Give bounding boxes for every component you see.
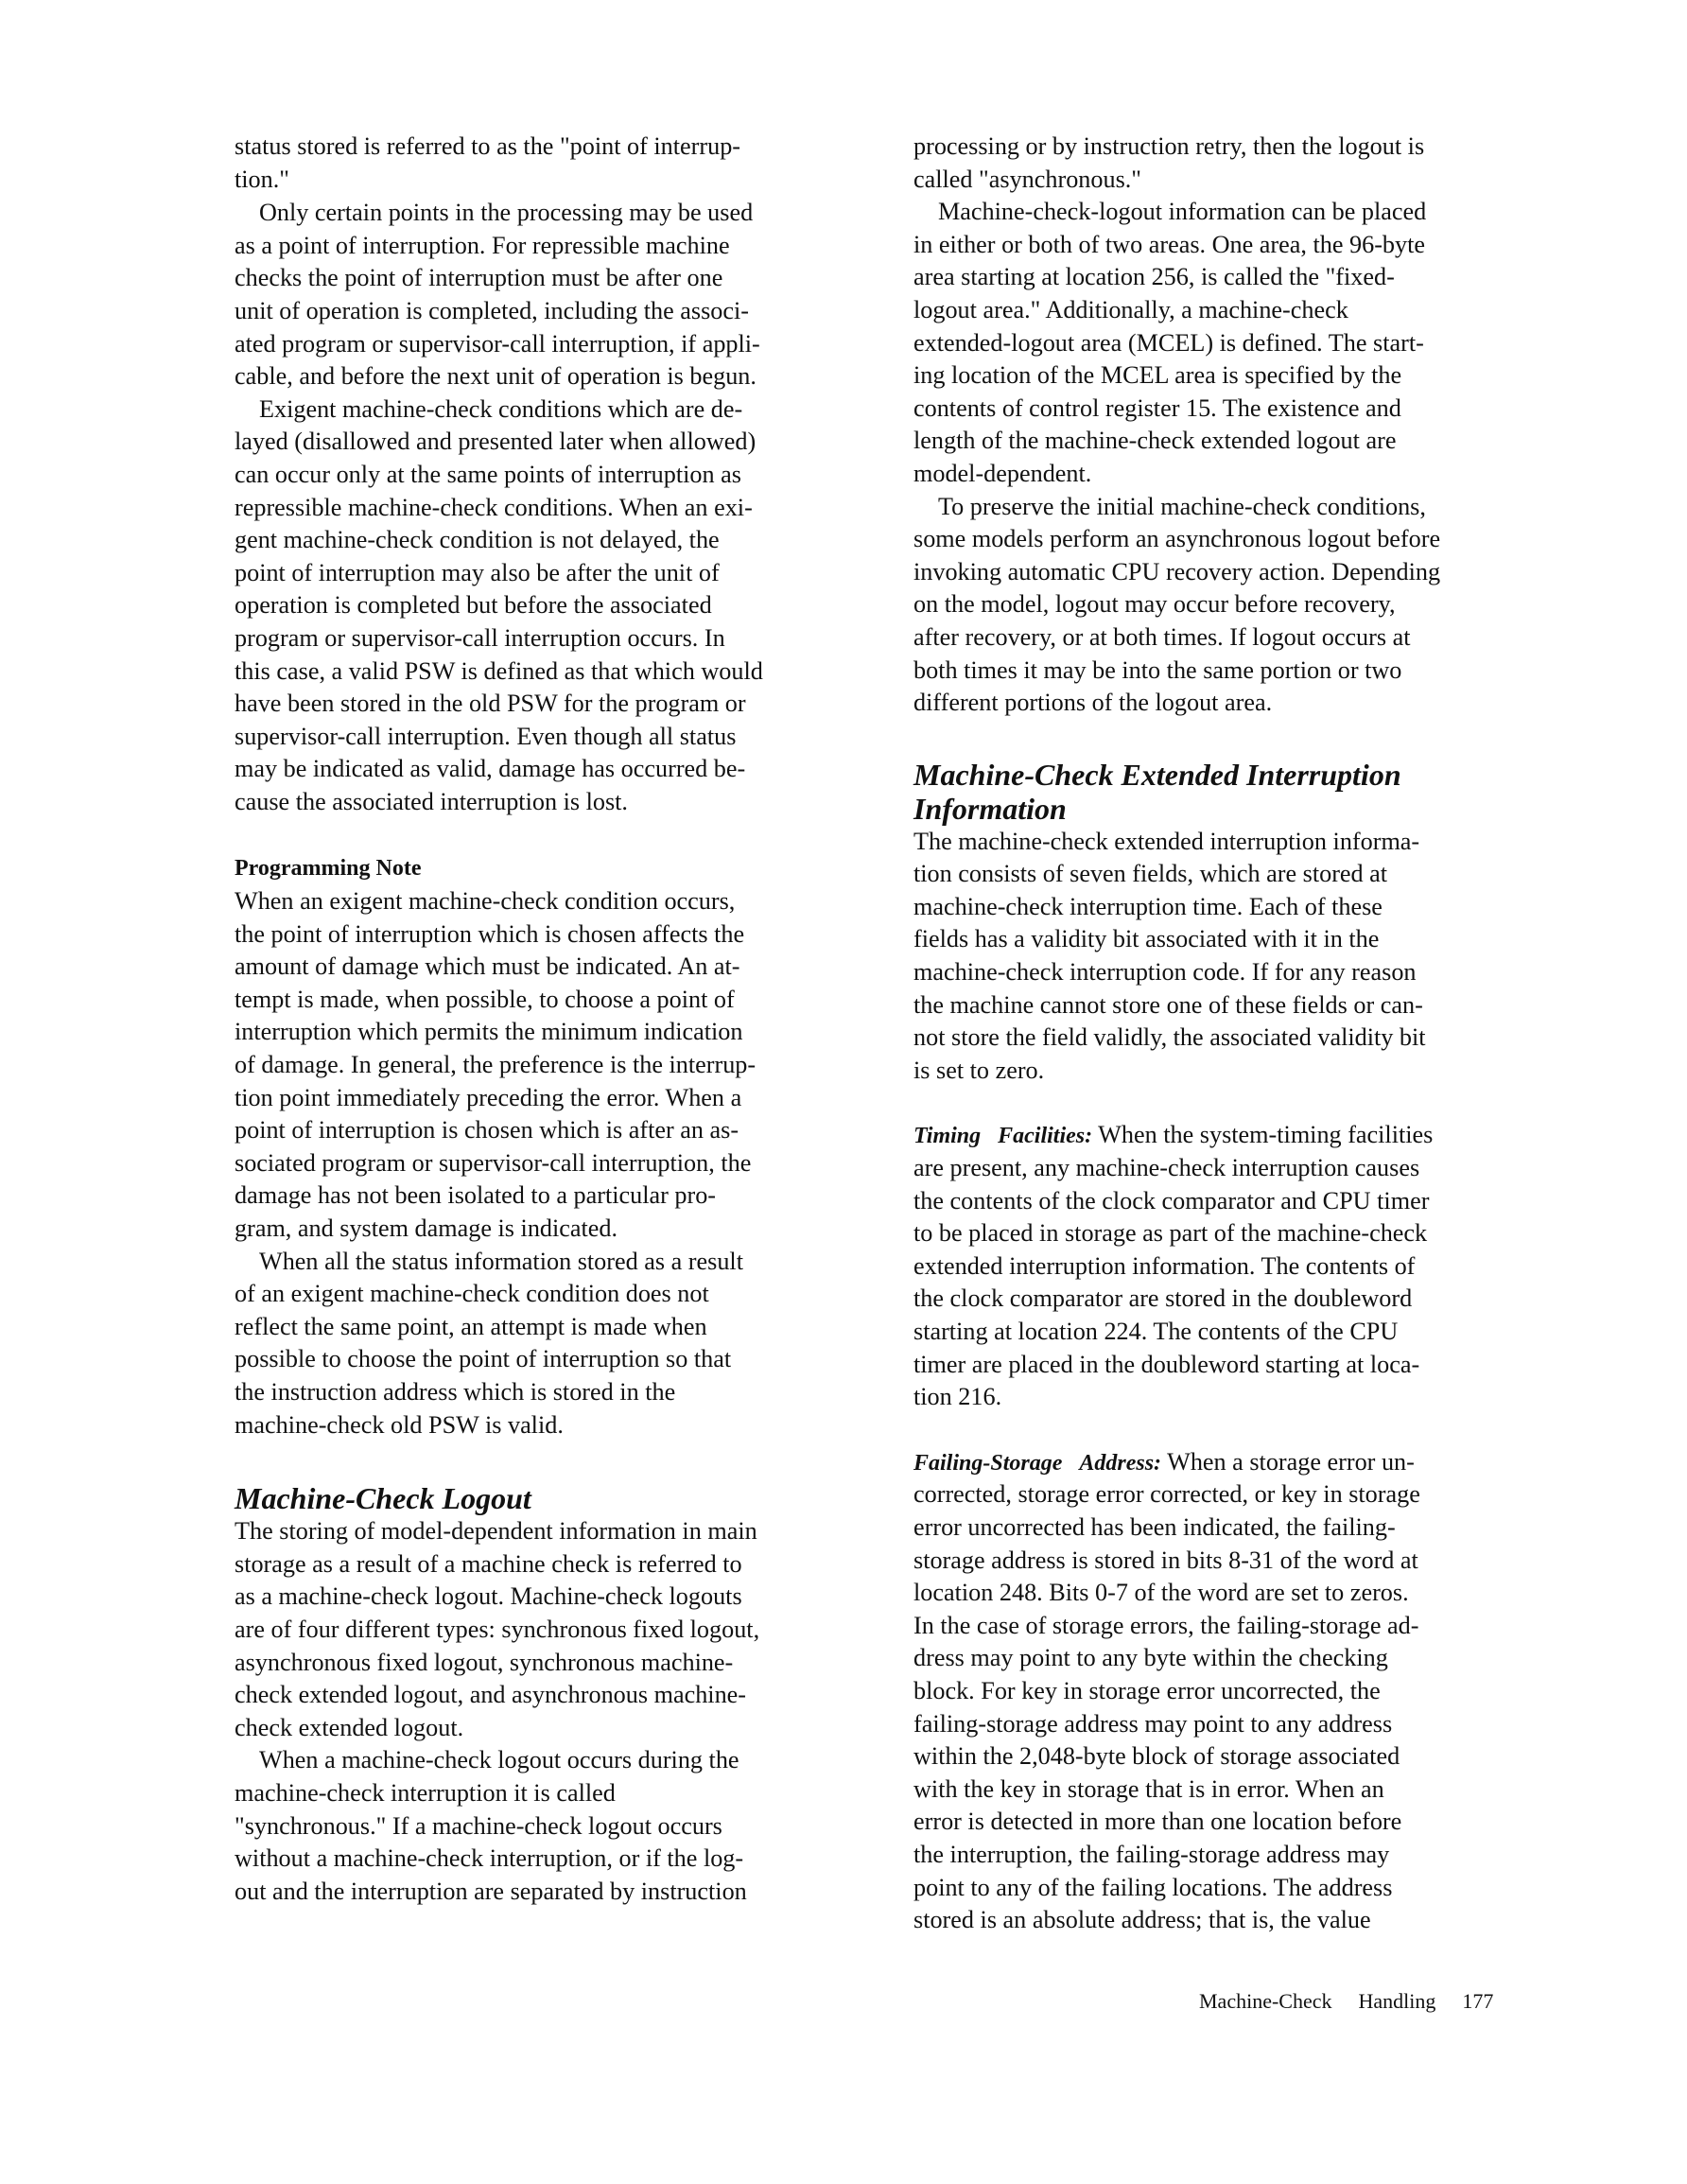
text-line: failing-storage address may point to any address bbox=[913, 1709, 1393, 1738]
text-line: point of interruption is chosen which is after an as- bbox=[235, 1116, 739, 1144]
text-line: are present, any machine-check interruption causes bbox=[913, 1154, 1420, 1182]
paragraph-point-of-interruption bbox=[235, 131, 878, 196]
text-line: When a machine-check logout occurs during the bbox=[259, 1746, 739, 1774]
paragraph-logout-areas bbox=[913, 196, 1557, 490]
text-line: logout area." Additionally, a machine-check bbox=[913, 295, 1348, 323]
text-line: machine-check interruption code. If for any reason bbox=[913, 958, 1417, 987]
text-line: program or supervisor-call interruption occurs. In bbox=[235, 623, 725, 652]
text-line: point to any of the failing locations. The address bbox=[913, 1873, 1393, 1901]
text-line: on the model, logout may occur before recovery, bbox=[913, 590, 1396, 619]
text-line: after recovery, or at both times. If logout occurs at bbox=[913, 622, 1411, 651]
text-line: some models perform an asynchronous logout before bbox=[913, 525, 1441, 553]
runin-word: Address: bbox=[1079, 1450, 1162, 1476]
text-line: possible to choose the point of interruption so that bbox=[235, 1345, 732, 1373]
text-line: "synchronous." If a machine-check logout occurs bbox=[235, 1811, 722, 1840]
text-line: extended-logout area (MCEL) is defined. The start- bbox=[913, 328, 1424, 357]
text-line: repressible machine-check conditions. When an exi- bbox=[235, 493, 753, 521]
paragraph-exigent-conditions bbox=[235, 393, 878, 819]
text-line bbox=[913, 1446, 1557, 1479]
text-line: supervisor-call interruption. Even though all status bbox=[235, 722, 737, 750]
text-line: the point of interruption which is chosen affects the bbox=[235, 919, 745, 948]
runin-heading-timing bbox=[913, 1124, 1092, 1148]
text-line: the clock comparator are stored in the doubleword bbox=[913, 1284, 1413, 1313]
footer-section-title: Machine-Check bbox=[1199, 1989, 1332, 2013]
paragraph-timing-facilities bbox=[913, 1119, 1557, 1413]
text-line: machine-check interruption it is called bbox=[235, 1778, 616, 1807]
text-line: of damage. In general, the preference is the interrup- bbox=[235, 1051, 757, 1079]
text-line: storage address is stored in bits 8-31 of the word at bbox=[913, 1546, 1418, 1574]
text-line: to be placed in storage as part of the machine-check bbox=[913, 1219, 1428, 1248]
text-line: contents of control register 15. The existence and bbox=[913, 393, 1401, 422]
text-line: the contents of the clock comparator and CPU timer bbox=[913, 1186, 1430, 1214]
section-heading-extended-interruption bbox=[913, 758, 1557, 826]
paragraph-logout-definition bbox=[235, 1515, 878, 1744]
text-line: block. For key in storage error uncorrected, the bbox=[913, 1676, 1381, 1704]
text-line: the machine cannot store one of these fields or can- bbox=[913, 990, 1423, 1019]
text-line: can occur only at the same points of interruption as bbox=[235, 460, 741, 488]
text-line: invoking automatic CPU recovery action. Depending bbox=[913, 557, 1441, 585]
text-line: as a point of interruption. For repressible machine bbox=[235, 231, 730, 259]
heading-line: Information bbox=[913, 791, 1067, 826]
text-line: have been stored in the old PSW for the program or bbox=[235, 690, 746, 718]
text-line: within the 2,048-byte block of storage associated bbox=[913, 1742, 1400, 1771]
text-line: are of four different types: synchronous fixed logout, bbox=[235, 1615, 760, 1643]
text-line: of an exigent machine-check condition does not bbox=[235, 1280, 709, 1308]
paragraph-programming-note bbox=[235, 885, 878, 1246]
text-line: the interruption, the failing-storage address may bbox=[913, 1840, 1390, 1868]
text-line: To preserve the initial machine-check conditions, bbox=[938, 492, 1426, 520]
paragraph-failing-storage-address bbox=[913, 1446, 1557, 1937]
text-line: this case, a valid PSW is defined as that which would bbox=[235, 656, 763, 685]
paragraph-certain-points bbox=[235, 197, 878, 393]
text-line: starting at location 224. The contents of the CPU bbox=[913, 1318, 1399, 1345]
text-line: tion." bbox=[235, 165, 289, 193]
text-line: timer are placed in the doubleword starting at loca- bbox=[913, 1350, 1420, 1378]
text-line: dress may point to any byte within the checking bbox=[913, 1644, 1388, 1672]
text-line: gent machine-check condition is not delayed, the bbox=[235, 526, 720, 554]
text-line: tempt is made, when possible, to choose a point of bbox=[235, 985, 735, 1013]
text-line: tion consists of seven fields, which are stored at bbox=[913, 860, 1388, 888]
paragraph-seven-fields bbox=[913, 826, 1557, 1088]
text-span: When the system-timing facilities bbox=[1092, 1121, 1434, 1149]
text-line: damage has not been isolated to a particular pro- bbox=[235, 1181, 717, 1210]
runin-word: Facilities: bbox=[998, 1124, 1093, 1149]
text-line: status stored is referred to as the "point of interrup- bbox=[235, 132, 741, 160]
text-line: without a machine-check interruption, or if the log- bbox=[235, 1844, 744, 1873]
paragraph-preserve-conditions bbox=[913, 491, 1557, 720]
text-line: machine-check interruption time. Each of these bbox=[913, 892, 1383, 920]
text-line: unit of operation is completed, including the associ- bbox=[235, 296, 749, 324]
text-line: gram, and system damage is indicated. bbox=[235, 1214, 618, 1242]
heading-line: Machine-Check Extended Interruption bbox=[913, 757, 1401, 792]
text-line: Only certain points in the processing may be used bbox=[259, 199, 754, 227]
text-line: check extended logout, and asynchronous machine- bbox=[235, 1681, 747, 1709]
text-line: In the case of storage errors, the failing-storage ad- bbox=[913, 1611, 1419, 1639]
text-line: fields has a validity bit associated with it in the bbox=[913, 925, 1380, 953]
text-line: out and the interruption are separated by instruction bbox=[235, 1877, 747, 1905]
text-line: stored is an absolute address; that is, the value bbox=[913, 1906, 1371, 1934]
paragraph-status-information bbox=[235, 1246, 878, 1442]
text-line: tion point immediately preceding the error. When a bbox=[235, 1083, 742, 1111]
text-line: When an exigent machine-check condition occurs, bbox=[235, 887, 736, 916]
left-column bbox=[235, 131, 878, 1908]
paragraph-synchronous-logout bbox=[235, 1744, 878, 1908]
text-line: extended interruption information. The contents of bbox=[913, 1251, 1416, 1280]
text-line: different portions of the logout area. bbox=[913, 689, 1273, 717]
text-line: error uncorrected has been indicated, the failing- bbox=[913, 1512, 1396, 1541]
text-line: location 248. Bits 0-7 of the word are set to zeros. bbox=[913, 1579, 1409, 1607]
text-line: check extended logout. bbox=[235, 1713, 464, 1741]
text-line: storage as a result of a machine check is referred to bbox=[235, 1549, 742, 1578]
text-line: with the key in storage that is in error. When an bbox=[913, 1774, 1384, 1803]
text-line: operation is completed but before the associated bbox=[235, 591, 712, 620]
text-line: is set to zero. bbox=[913, 1056, 1045, 1084]
text-line: checks the point of interruption must be after one bbox=[235, 264, 723, 292]
text-line: Machine-check-logout information can be placed bbox=[938, 198, 1427, 226]
text-line: amount of damage which must be indicated. An at- bbox=[235, 952, 740, 981]
text-line: ing location of the MCEL area is specified by the bbox=[913, 361, 1402, 390]
text-line bbox=[913, 1119, 1557, 1152]
text-span: When a storage error un- bbox=[1161, 1447, 1415, 1476]
text-line: cable, and before the next unit of operation is begun. bbox=[235, 362, 757, 391]
text-line: in either or both of two areas. One area, the 96-byte bbox=[913, 230, 1425, 258]
text-line: error is detected in more than one location before bbox=[913, 1808, 1402, 1836]
text-line: The storing of model-dependent information in main bbox=[235, 1517, 757, 1546]
runin-word: Failing-Storage bbox=[913, 1450, 1063, 1476]
text-line: ated program or supervisor-call interruption, if appli- bbox=[235, 329, 760, 358]
text-line: tion 216. bbox=[913, 1383, 1002, 1411]
runin-word: Timing bbox=[913, 1124, 982, 1149]
text-line: The machine-check extended interruption informa- bbox=[913, 827, 1420, 855]
paragraph-asynchronous-continued bbox=[913, 131, 1557, 196]
text-line: area starting at location 256, is called the "fixed- bbox=[913, 263, 1395, 291]
page-number: 177 bbox=[1462, 1989, 1494, 2013]
section-heading-machine-check-logout: Machine-Check Logout bbox=[235, 1481, 531, 1516]
text-line: the instruction address which is stored in the bbox=[235, 1377, 676, 1406]
programming-note-heading: Programming Note bbox=[235, 856, 422, 882]
page-footer bbox=[1199, 1989, 1493, 2014]
text-line: may be indicated as valid, damage has occurred be- bbox=[235, 755, 746, 783]
text-line: layed (disallowed and presented later when allowed) bbox=[235, 428, 757, 456]
text-line: model-dependent. bbox=[913, 459, 1092, 487]
text-line: machine-check old PSW is valid. bbox=[235, 1410, 564, 1439]
text-line: processing or by instruction retry, then the logout is bbox=[913, 132, 1425, 160]
text-line: length of the machine-check extended logout are bbox=[913, 427, 1397, 455]
text-line: sociated program or supervisor-call interruption, the bbox=[235, 1148, 752, 1177]
text-line: cause the associated interruption is lost. bbox=[235, 787, 628, 815]
text-line: When all the status information stored as a result bbox=[259, 1247, 743, 1275]
text-line: asynchronous fixed logout, synchronous machine- bbox=[235, 1648, 734, 1676]
text-line: reflect the same point, an attempt is made when bbox=[235, 1312, 707, 1340]
text-line: point of interruption may also be after the unit of bbox=[235, 558, 720, 586]
text-line: not store the field validly, the associated validity bit bbox=[913, 1023, 1426, 1052]
text-line: both times it may be into the same portion or two bbox=[913, 655, 1402, 684]
text-line: as a machine-check logout. Machine-check logouts bbox=[235, 1582, 742, 1611]
runin-heading-failing-storage bbox=[913, 1451, 1161, 1476]
text-line: called "asynchronous." bbox=[913, 165, 1141, 193]
footer-section-title: Handling bbox=[1358, 1989, 1436, 2013]
text-line: interruption which permits the minimum indication bbox=[235, 1018, 743, 1046]
text-line: corrected, storage error corrected, or key in storage bbox=[913, 1480, 1420, 1509]
right-column bbox=[913, 131, 1557, 1937]
text-line: Exigent machine-check conditions which are de- bbox=[259, 394, 743, 423]
